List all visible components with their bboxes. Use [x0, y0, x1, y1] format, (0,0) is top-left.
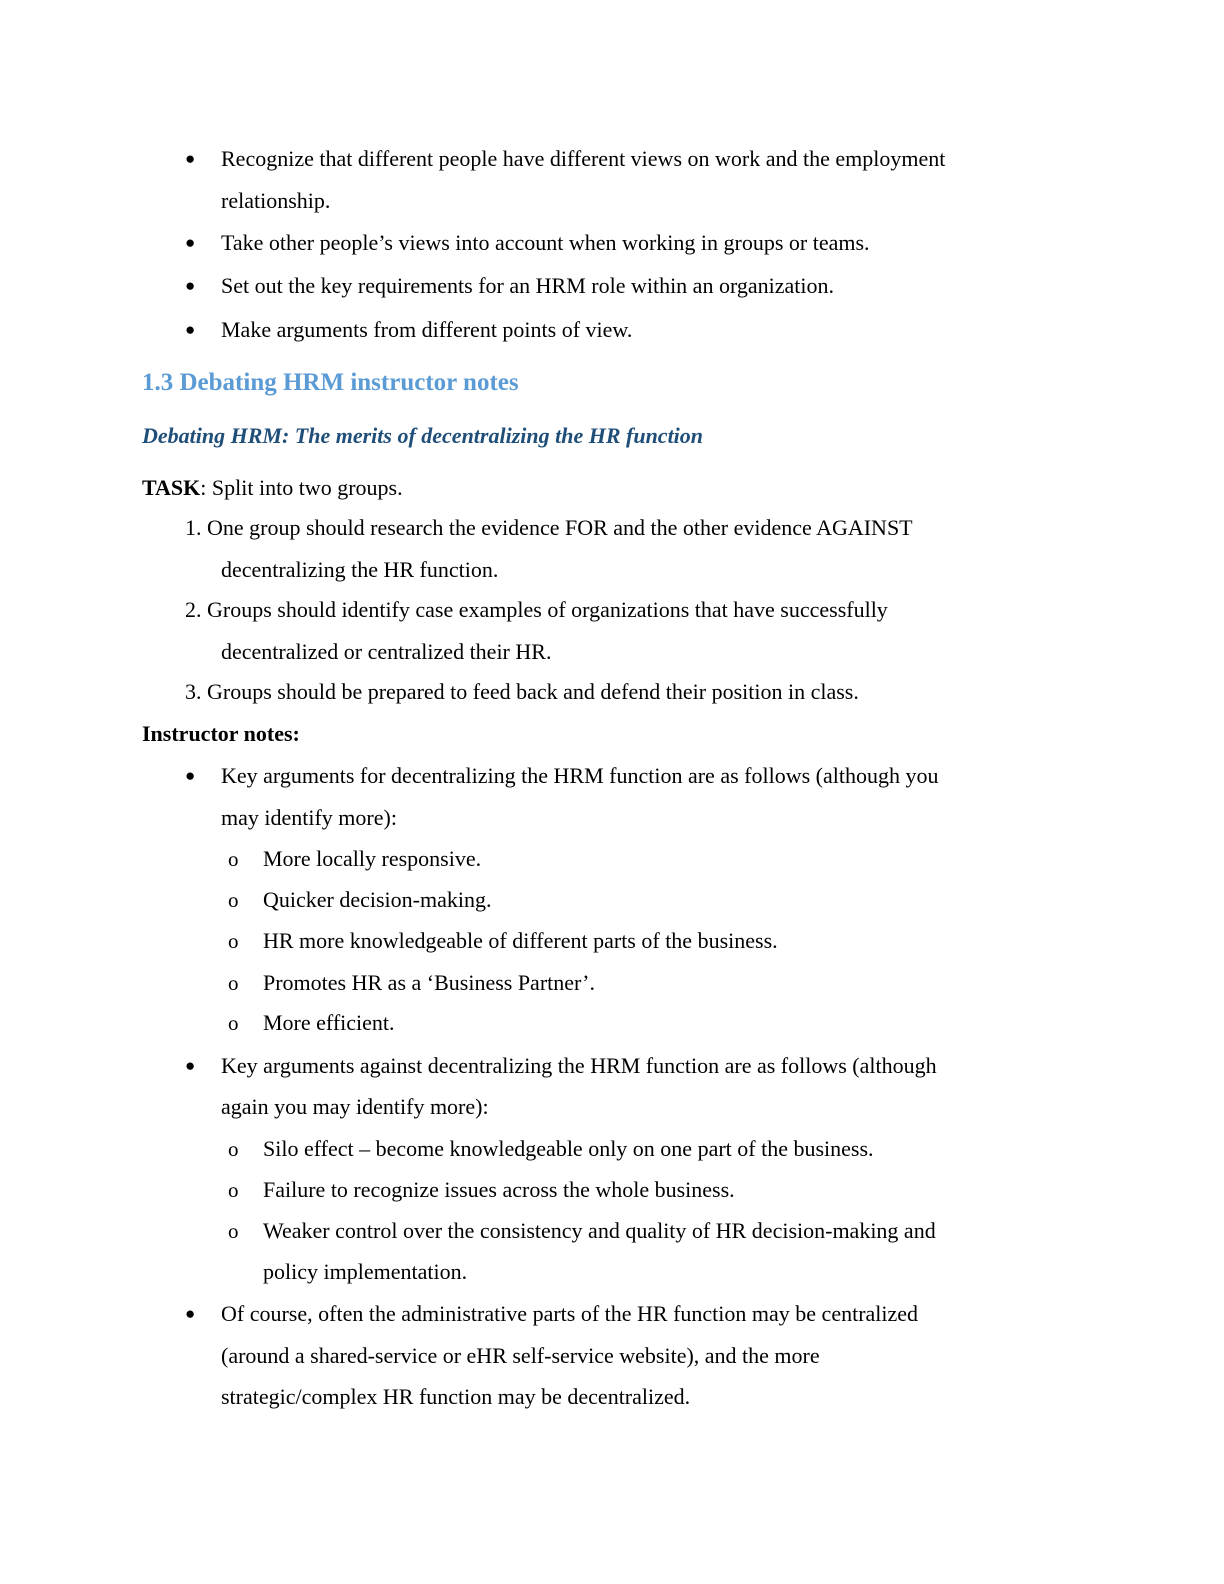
- circle-bullet-icon: o: [228, 1137, 239, 1161]
- note-1-sub-1: More locally responsive.: [263, 846, 482, 871]
- bullet-icon: ●: [185, 766, 196, 785]
- objective-3: Set out the key requirements for an HRM role within an organization.: [221, 273, 835, 298]
- note-2-line-2: again you may identify more):: [221, 1094, 489, 1119]
- circle-bullet-icon: o: [228, 888, 239, 912]
- instructor-notes-label: Instructor notes:: [142, 721, 300, 746]
- bullet-icon: ●: [185, 276, 196, 295]
- task-step-2-line-1: 2. Groups should identify case examples of organizations that have successfully: [185, 597, 888, 622]
- note-2-line-1: Key arguments against decentralizing the HRM function are as follows (although: [221, 1053, 937, 1078]
- note-2-sub-3-line-2: policy implementation.: [263, 1259, 468, 1284]
- note-1-line-2: may identify more):: [221, 805, 397, 830]
- note-1-sub-3: HR more knowledgeable of different parts of the business.: [263, 928, 778, 953]
- note-3-line-2: (around a shared-service or eHR self-service website), and the more: [221, 1343, 820, 1368]
- note-1-sub-4: Promotes HR as a ‘Business Partner’.: [263, 970, 595, 995]
- bullet-icon: ●: [185, 1056, 196, 1075]
- section-heading: 1.3 Debating HRM instructor notes: [142, 369, 519, 396]
- note-1-sub-2: Quicker decision-making.: [263, 887, 492, 912]
- note-1-line-1: Key arguments for decentralizing the HRM function are as follows (although you: [221, 763, 939, 788]
- task-step-3: 3. Groups should be prepared to feed back and defend their position in class.: [185, 679, 859, 704]
- objective-1-line-1: Recognize that different people have different views on work and the employment: [221, 146, 946, 171]
- note-2-sub-2: Failure to recognize issues across the whole business.: [263, 1177, 735, 1202]
- circle-bullet-icon: o: [228, 929, 239, 953]
- objective-2: Take other people’s views into account when working in groups or teams.: [221, 230, 870, 255]
- bullet-icon: ●: [185, 149, 196, 168]
- note-3-line-3: strategic/complex HR function may be decentralized.: [221, 1384, 691, 1409]
- task-step-2-line-2: decentralized or centralized their HR.: [221, 639, 552, 664]
- task-text: : Split into two groups.: [200, 475, 403, 500]
- objective-1-line-2: relationship.: [221, 188, 331, 213]
- circle-bullet-icon: o: [228, 1011, 239, 1035]
- bullet-icon: ●: [185, 1304, 196, 1323]
- sub-heading: Debating HRM: The merits of decentralizing the HR function: [142, 423, 704, 448]
- circle-bullet-icon: o: [228, 971, 239, 995]
- note-3-line-1: Of course, often the administrative parts of the HR function may be centralized: [221, 1301, 919, 1326]
- task-step-1-line-2: decentralizing the HR function.: [221, 557, 499, 582]
- circle-bullet-icon: o: [228, 1178, 239, 1202]
- task-step-1-line-1: 1. One group should research the evidence FOR and the other evidence AGAINST: [185, 515, 913, 540]
- bullet-icon: ●: [185, 320, 196, 339]
- task-line: [142, 474, 403, 502]
- circle-bullet-icon: o: [228, 1219, 239, 1243]
- note-2-sub-3-line-1: Weaker control over the consistency and quality of HR decision-making and: [263, 1218, 936, 1243]
- circle-bullet-icon: o: [228, 847, 239, 871]
- note-2-sub-1: Silo effect – become knowledgeable only on one part of the business.: [263, 1136, 874, 1161]
- objective-4: Make arguments from different points of view.: [221, 317, 633, 342]
- bullet-icon: ●: [185, 233, 196, 252]
- task-label: TASK: [142, 475, 201, 500]
- note-1-sub-5: More efficient.: [263, 1010, 395, 1035]
